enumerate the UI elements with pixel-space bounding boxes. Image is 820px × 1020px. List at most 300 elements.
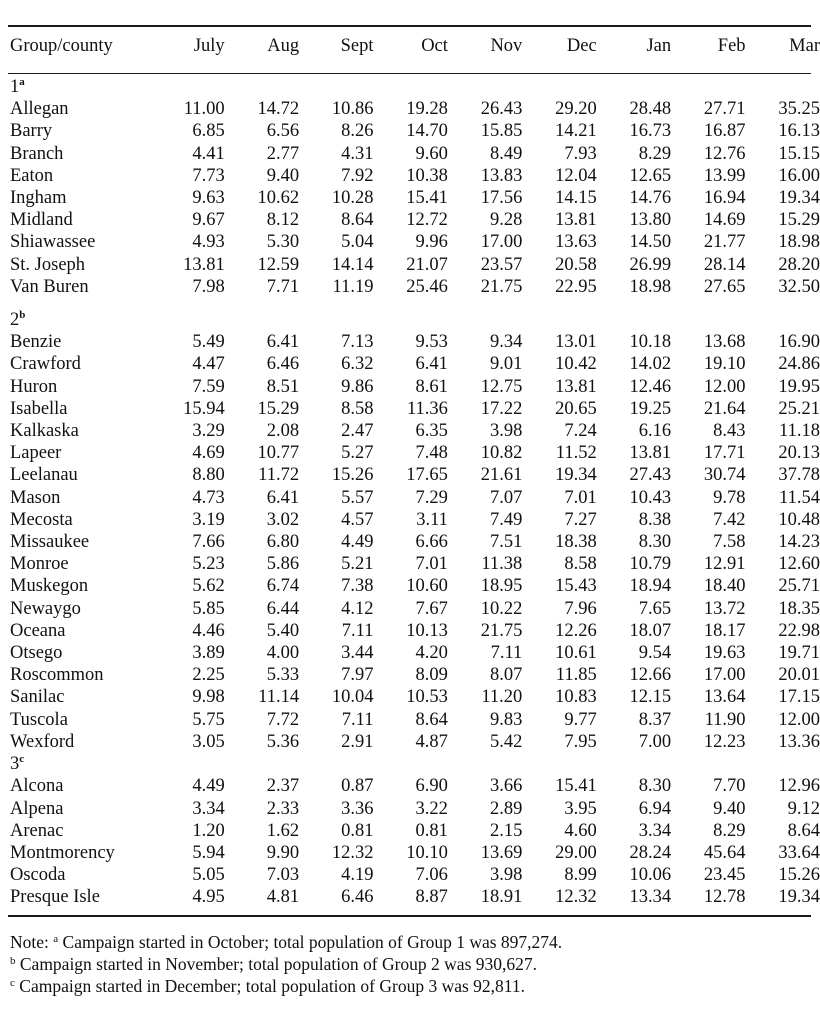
cell-jan: 7.00 [638, 731, 672, 752]
cell-jan: 8.30 [638, 776, 672, 797]
cell-july: 4.93 [192, 232, 225, 253]
cell-sept: 0.87 [341, 776, 374, 797]
cell-mar: 12.00 [778, 709, 820, 730]
cell-jan: 10.06 [629, 865, 672, 886]
cell-jan: 10.79 [629, 554, 672, 575]
cell-feb: 17.71 [703, 443, 746, 464]
cell-feb: 12.76 [703, 143, 746, 164]
cell-oct: 10.38 [406, 165, 448, 186]
column-header-dec: Dec [566, 36, 597, 56]
cell-feb: 13.72 [703, 598, 746, 619]
county-name: Lapeer [10, 443, 62, 464]
cell-mar: 25.21 [778, 398, 820, 419]
cell-nov: 9.83 [489, 709, 523, 730]
spacer-cell [10, 298, 820, 309]
table-row [10, 120, 820, 142]
cell-sept: 8.26 [341, 121, 374, 142]
cell-nov: 5.42 [489, 731, 523, 752]
cell-aug: 9.40 [266, 165, 300, 186]
cell-aug: 5.30 [266, 232, 300, 253]
cell-nov: 10.22 [480, 598, 523, 619]
cell-jan: 18.94 [629, 576, 672, 597]
group-number: 1 [10, 77, 20, 97]
cell-aug: 10.77 [257, 443, 300, 464]
cell-mar: 11.18 [779, 421, 820, 442]
group-spacer [10, 65, 820, 76]
cell-mar: 14.23 [778, 532, 820, 553]
cell-jan: 18.98 [629, 276, 672, 297]
cell-sept: 7.92 [341, 165, 374, 186]
cell-nov: 21.75 [480, 620, 523, 641]
table-row [10, 775, 820, 797]
cell-aug: 2.33 [266, 798, 300, 819]
cell-mar: 33.64 [778, 842, 820, 863]
cell-dec: 12.26 [555, 620, 597, 641]
cell-nov: 21.75 [480, 276, 523, 297]
cell-feb: 14.69 [703, 210, 746, 231]
cell-oct: 21.07 [406, 254, 448, 275]
cell-dec: 13.63 [555, 232, 597, 253]
table-row [10, 165, 820, 187]
cell-sept: 7.38 [341, 576, 374, 597]
county-name: Arenac [10, 820, 64, 841]
cell-sept: 4.12 [341, 598, 374, 619]
cell-feb: 45.64 [703, 842, 746, 863]
cell-oct: 6.41 [415, 354, 448, 375]
cell-nov: 12.75 [480, 376, 523, 397]
spacer-cell [10, 65, 820, 76]
county-name: Oscoda [10, 865, 66, 886]
table-notes [10, 931, 810, 997]
cell-jan: 8.37 [638, 709, 672, 730]
cell-oct: 10.60 [406, 576, 448, 597]
county-name: Benzie [10, 332, 62, 353]
cell-july: 4.47 [192, 354, 225, 375]
cell-aug: 11.72 [258, 465, 300, 486]
cell-feb: 19.63 [703, 643, 746, 664]
cell-feb: 12.00 [703, 376, 746, 397]
cell-oct: 10.10 [406, 842, 448, 863]
cell-nov: 7.07 [489, 487, 523, 508]
cell-mar: 35.25 [778, 99, 820, 120]
county-name: Missaukee [10, 532, 90, 553]
cell-dec: 4.60 [564, 820, 597, 841]
county-name: Sanilac [10, 687, 65, 708]
cell-july: 4.41 [192, 143, 225, 164]
cell-july: 5.49 [192, 332, 225, 353]
cell-oct: 3.11 [416, 509, 448, 530]
cell-aug: 5.86 [266, 554, 300, 575]
cell-oct: 11.36 [406, 398, 448, 419]
cell-jan: 9.54 [638, 643, 672, 664]
cell-feb: 12.78 [703, 887, 746, 908]
table-row [10, 886, 820, 908]
cell-jan: 8.30 [638, 532, 672, 553]
cell-mar: 32.50 [778, 276, 820, 297]
column-header-jan: Jan [646, 36, 672, 56]
cell-nov: 15.85 [480, 121, 523, 142]
cell-oct: 10.53 [406, 687, 448, 708]
group-label [10, 309, 820, 331]
cell-nov: 2.89 [489, 798, 523, 819]
cell-july: 9.63 [192, 188, 225, 209]
cell-aug: 14.72 [257, 99, 300, 120]
cell-dec: 12.32 [555, 887, 597, 908]
cell-dec: 13.81 [555, 376, 597, 397]
group-label [10, 76, 820, 98]
table-row [10, 276, 820, 298]
cell-mar: 25.71 [778, 576, 820, 597]
cell-nov: 17.22 [480, 398, 523, 419]
cell-aug: 7.71 [266, 276, 300, 297]
county-name: Huron [10, 376, 58, 397]
cell-oct: 7.01 [415, 554, 448, 575]
cell-mar: 22.98 [778, 620, 820, 641]
cell-aug: 5.40 [266, 620, 300, 641]
cell-july: 3.29 [192, 421, 225, 442]
cell-nov: 7.51 [489, 532, 523, 553]
cell-nov: 17.56 [480, 188, 523, 209]
county-name: Muskegon [10, 576, 89, 597]
cell-oct: 9.96 [415, 232, 448, 253]
cell-aug: 11.14 [258, 687, 300, 708]
cell-oct: 6.90 [415, 776, 448, 797]
cell-aug: 10.62 [257, 188, 300, 209]
table-row [10, 487, 820, 509]
cell-aug: 5.33 [266, 665, 300, 686]
cell-dec: 10.61 [555, 643, 597, 664]
cell-feb: 7.58 [713, 532, 746, 553]
cell-july: 5.62 [192, 576, 225, 597]
cell-dec: 12.04 [555, 165, 597, 186]
cell-dec: 14.15 [555, 188, 597, 209]
cell-dec: 15.41 [555, 776, 597, 797]
cell-jan: 28.24 [629, 842, 672, 863]
cell-nov: 8.07 [489, 665, 523, 686]
cell-july: 3.19 [192, 509, 225, 530]
cell-jan: 27.43 [629, 465, 672, 486]
cell-nov: 8.49 [489, 143, 523, 164]
group-heading-row [10, 753, 820, 775]
table-row [10, 420, 820, 442]
cell-mar: 19.34 [778, 188, 820, 209]
cell-aug: 2.08 [266, 421, 300, 442]
cell-feb: 13.68 [703, 332, 746, 353]
cell-sept: 4.49 [341, 532, 374, 553]
cell-mar: 19.95 [778, 376, 820, 397]
table-row [10, 709, 820, 731]
cell-mar: 16.00 [778, 165, 820, 186]
cell-aug: 4.81 [266, 887, 300, 908]
cell-nov: 9.28 [489, 210, 523, 231]
cell-jan: 14.76 [629, 188, 672, 209]
cell-sept: 7.11 [341, 620, 374, 641]
cell-jan: 28.48 [629, 99, 672, 120]
cell-feb: 9.40 [713, 798, 746, 819]
cell-dec: 7.95 [564, 731, 597, 752]
cell-dec: 3.95 [564, 798, 597, 819]
cell-dec: 22.95 [555, 276, 597, 297]
table-row [10, 575, 820, 597]
cell-dec: 29.20 [555, 99, 597, 120]
cell-july: 13.81 [183, 254, 225, 275]
cell-dec: 10.42 [555, 354, 597, 375]
cell-july: 5.75 [192, 709, 225, 730]
cell-sept: 6.46 [341, 887, 374, 908]
cell-oct: 8.87 [415, 887, 448, 908]
cell-mar: 11.54 [779, 487, 820, 508]
table-row [10, 820, 820, 842]
county-name: Ingham [10, 188, 67, 209]
cell-dec: 11.85 [555, 665, 597, 686]
note-line [10, 975, 810, 997]
cell-aug: 6.74 [266, 576, 300, 597]
cell-july: 4.49 [192, 776, 225, 797]
table-row [10, 209, 820, 231]
cell-feb: 19.10 [703, 354, 746, 375]
county-name: Alpena [10, 798, 64, 819]
table-row [10, 731, 820, 753]
cell-nov: 18.91 [480, 887, 523, 908]
table-row [10, 187, 820, 209]
cell-dec: 7.96 [564, 598, 597, 619]
cell-feb: 12.23 [703, 731, 746, 752]
cell-nov: 9.34 [489, 332, 523, 353]
cell-feb: 27.71 [703, 99, 746, 120]
county-name: Shiawassee [10, 232, 96, 253]
cell-dec: 7.93 [564, 143, 597, 164]
cell-mar: 17.15 [778, 687, 820, 708]
cell-mar: 20.01 [778, 665, 820, 686]
cell-dec: 13.81 [555, 210, 597, 231]
county-name: Allegan [10, 99, 69, 120]
cell-oct: 0.81 [415, 820, 448, 841]
note-marker: c [10, 977, 15, 989]
cell-mar: 28.20 [778, 254, 820, 275]
cell-oct: 17.65 [406, 465, 448, 486]
cell-oct: 8.61 [415, 376, 448, 397]
cell-dec: 8.99 [564, 865, 597, 886]
cell-jan: 6.16 [638, 421, 672, 442]
cell-oct: 12.72 [406, 210, 448, 231]
cell-july: 4.95 [192, 887, 225, 908]
cell-feb: 21.64 [703, 398, 746, 419]
table-row [10, 398, 820, 420]
table-row [10, 509, 820, 531]
county-name: Roscommon [10, 665, 104, 686]
cell-feb: 21.77 [703, 232, 746, 253]
cell-aug: 2.77 [266, 143, 300, 164]
note-marker: b [10, 955, 16, 967]
cell-jan: 19.25 [629, 398, 672, 419]
cell-oct: 10.13 [406, 620, 448, 641]
cell-jan: 26.99 [629, 254, 672, 275]
cell-sept: 7.13 [341, 332, 374, 353]
table-bottom-rule [8, 915, 811, 917]
cell-jan: 12.66 [629, 665, 672, 686]
cell-feb: 28.14 [703, 254, 746, 275]
cell-july: 9.67 [192, 210, 225, 231]
cell-feb: 16.94 [703, 188, 746, 209]
cell-mar: 37.78 [778, 465, 820, 486]
cell-feb: 16.87 [703, 121, 746, 142]
cell-nov: 2.15 [489, 820, 523, 841]
cell-jan: 18.07 [629, 620, 672, 641]
cell-aug: 5.36 [266, 731, 300, 752]
cell-mar: 15.26 [778, 865, 820, 886]
cell-july: 8.80 [192, 465, 225, 486]
cell-oct: 14.70 [406, 121, 448, 142]
cell-mar: 9.12 [787, 798, 820, 819]
cell-oct: 4.20 [415, 643, 448, 664]
column-header-july: July [193, 36, 225, 56]
cell-mar: 12.96 [778, 776, 820, 797]
county-name: Wexford [10, 731, 75, 752]
cell-dec: 7.27 [564, 509, 597, 530]
cell-nov: 13.69 [480, 842, 523, 863]
county-name: Midland [10, 210, 73, 231]
cell-jan: 13.80 [629, 210, 672, 231]
cell-jan: 6.94 [638, 798, 672, 819]
cell-mar: 19.71 [778, 643, 820, 664]
group-label [10, 753, 820, 775]
cell-jan: 12.65 [629, 165, 672, 186]
table-row [10, 664, 820, 686]
cell-sept: 4.19 [341, 865, 374, 886]
cell-mar: 15.15 [778, 143, 820, 164]
cell-sept: 5.57 [341, 487, 374, 508]
cell-nov: 23.57 [480, 254, 523, 275]
cell-dec: 29.00 [555, 842, 597, 863]
county-name: Branch [10, 143, 64, 164]
cell-mar: 18.98 [778, 232, 820, 253]
cell-oct: 8.64 [415, 709, 448, 730]
cell-sept: 7.97 [341, 665, 374, 686]
cell-dec: 18.38 [555, 532, 597, 553]
cell-sept: 11.19 [332, 276, 374, 297]
county-name: Mecosta [10, 509, 73, 530]
cell-oct: 7.67 [415, 598, 448, 619]
group-footnote-marker: c [19, 753, 25, 766]
group-footnote-marker: b [19, 309, 26, 322]
cell-feb: 18.17 [703, 620, 746, 641]
cell-jan: 12.15 [629, 687, 672, 708]
column-header-sept: Sept [340, 36, 374, 56]
cell-aug: 6.41 [266, 487, 300, 508]
county-name: Van Buren [10, 276, 89, 297]
table-row [10, 231, 820, 253]
table-row [10, 376, 820, 398]
county-name: Monroe [10, 554, 69, 575]
cell-nov: 13.83 [480, 165, 523, 186]
cell-aug: 3.02 [266, 509, 300, 530]
group-heading-row [10, 76, 820, 98]
cell-jan: 8.38 [638, 509, 672, 530]
note-marker: a [53, 933, 59, 945]
cell-nov: 18.95 [480, 576, 523, 597]
county-name: Alcona [10, 776, 64, 797]
cell-sept: 3.36 [341, 798, 374, 819]
group-heading-row [10, 309, 820, 331]
column-header-mar: Mar [789, 36, 820, 56]
cell-jan: 13.34 [629, 887, 672, 908]
cell-dec: 20.58 [555, 254, 597, 275]
cell-july: 5.85 [192, 598, 225, 619]
note-text: Campaign started in November; total population of Group 2 was 930,627. [15, 954, 538, 974]
cell-july: 5.23 [192, 554, 225, 575]
cell-sept: 5.27 [341, 443, 374, 464]
header-row [10, 35, 820, 65]
cell-aug: 15.29 [257, 398, 300, 419]
cell-oct: 6.35 [415, 421, 448, 442]
cell-july: 4.73 [192, 487, 225, 508]
cell-feb: 11.90 [704, 709, 746, 730]
cell-july: 4.46 [192, 620, 225, 641]
cell-oct: 3.22 [415, 798, 448, 819]
cell-oct: 9.60 [415, 143, 448, 164]
cell-mar: 8.64 [787, 820, 820, 841]
county-name: Oceana [10, 620, 66, 641]
cell-oct: 19.28 [406, 99, 448, 120]
cell-mar: 16.90 [778, 332, 820, 353]
cell-july: 3.89 [192, 643, 225, 664]
cell-aug: 7.03 [266, 865, 300, 886]
table-row [10, 553, 820, 575]
cell-aug: 2.37 [266, 776, 300, 797]
cell-sept: 14.14 [331, 254, 374, 275]
cell-dec: 7.01 [564, 487, 597, 508]
county-name: Mason [10, 487, 61, 508]
cell-aug: 4.00 [266, 643, 300, 664]
cell-sept: 2.91 [341, 731, 374, 752]
table-row [10, 464, 820, 486]
column-header-group-county: Group/county [10, 36, 113, 56]
cell-mar: 18.35 [778, 598, 820, 619]
cell-july: 3.34 [192, 798, 225, 819]
cell-feb: 8.29 [713, 820, 746, 841]
cell-feb: 12.91 [703, 554, 746, 575]
table-row [10, 98, 820, 120]
cell-sept: 9.86 [341, 376, 374, 397]
table-row [10, 143, 820, 165]
county-name: Barry [10, 121, 53, 142]
cell-jan: 3.34 [638, 820, 672, 841]
cell-july: 11.00 [183, 99, 225, 120]
group-spacer [10, 298, 820, 309]
cell-july: 15.94 [183, 398, 225, 419]
cell-dec: 11.52 [555, 443, 597, 464]
table-row [10, 798, 820, 820]
cell-jan: 12.46 [629, 376, 672, 397]
county-name: Leelanau [10, 465, 78, 486]
cell-nov: 21.61 [480, 465, 523, 486]
cell-sept: 2.47 [341, 421, 374, 442]
cell-dec: 7.24 [564, 421, 597, 442]
cell-july: 4.69 [192, 443, 225, 464]
table-row [10, 842, 820, 864]
cell-dec: 15.43 [555, 576, 597, 597]
county-name: Presque Isle [10, 887, 100, 908]
table-row [10, 642, 820, 664]
group-footnote-marker: a [19, 76, 25, 88]
table-row [10, 331, 820, 353]
table-row [10, 442, 820, 464]
cell-jan: 10.18 [629, 332, 672, 353]
cell-feb: 7.42 [713, 509, 746, 530]
cell-mar: 16.13 [778, 121, 820, 142]
cell-sept: 4.31 [341, 143, 374, 164]
cell-feb: 17.00 [703, 665, 746, 686]
